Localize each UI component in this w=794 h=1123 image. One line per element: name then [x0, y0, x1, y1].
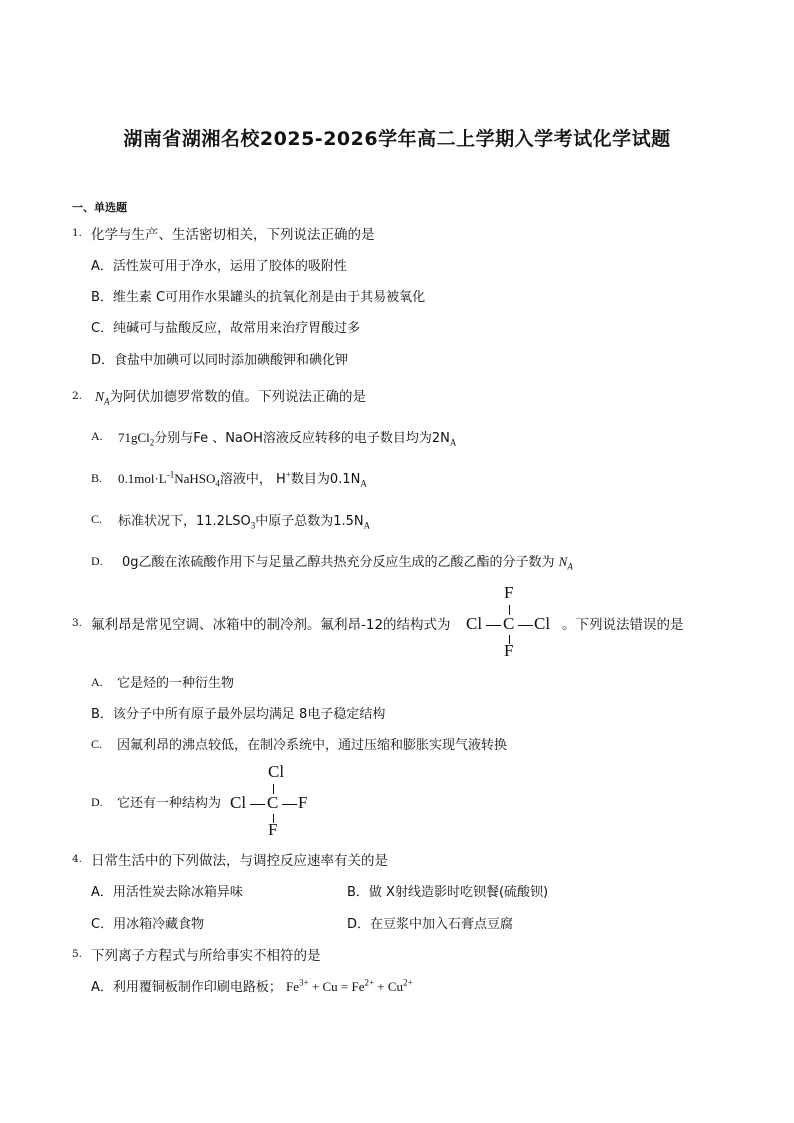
option-d: D．食盐中加碘可以同时添加碘酸钾和碘化钾	[91, 353, 349, 368]
atom-right: F	[298, 793, 308, 812]
bond	[250, 804, 265, 805]
ionic-equation: $Fe^{3+} + Cu = Fe^{2+} + Cu^{2+}$	[286, 977, 413, 994]
option-d-label: D.	[91, 554, 103, 568]
atom-bottom: F	[268, 820, 278, 839]
atom-center: C	[503, 614, 515, 633]
atom-bottom: F	[504, 641, 514, 660]
option-b: B．做 X射线造影时吃钡餐(硫酸钡)	[347, 885, 549, 900]
bond	[282, 804, 297, 805]
option-b: B．维生素 C可用作水果罐头的抗氧化剂是由于其易被氧化	[91, 290, 426, 305]
structural-formula-freon-12	[466, 583, 556, 658]
option-a: A．活性炭可用于净水，运用了胶体的吸附性	[91, 259, 347, 274]
question-number: 5.	[72, 948, 83, 960]
atom-left: Cl	[230, 793, 247, 812]
option-d: D．在豆浆中加入石膏点豆腐	[347, 917, 514, 932]
option-c: C．纯碱可与盐酸反应，故常用来治疗胃酸过多	[91, 321, 361, 336]
option-a: 它是烃的一种衍生物	[117, 676, 235, 691]
na-symbol: $N_A$	[95, 389, 110, 407]
page-title: 湖南省湖湘名校2025-2026学年高二上学期入学考试化学试题	[123, 128, 671, 150]
atom-center: C	[267, 793, 279, 812]
atom-top: F	[504, 583, 514, 602]
option-b-label: B.	[91, 471, 103, 485]
option-c-label: C.	[91, 512, 103, 526]
question-stem-end: 。下列说法错误的是	[562, 617, 684, 633]
option-d-label: D.	[91, 795, 103, 809]
question-number: 4.	[72, 853, 83, 865]
question-number: 2.	[72, 390, 83, 402]
bond	[518, 625, 533, 626]
option-a-label: A.	[91, 429, 103, 443]
question-number: 1.	[72, 227, 83, 239]
option-c: 标准状况下，$11.2LSO_3$中原子总数为$1.5N_A$	[118, 514, 371, 531]
option-d: 它还有一种结构为	[117, 796, 222, 811]
section-heading: 一、单选题	[72, 201, 127, 214]
na-symbol: $N_A$	[558, 554, 573, 572]
option-a-label: A.	[91, 675, 103, 689]
option-a: A．利用覆铜板制作印刷电路板； $Fe^{3+} + Cu = Fe^{2+} + Cu^{2+}$	[91, 977, 413, 995]
option-a: 71gCl$_2$分别与Fe 、NaOH溶液反应转移的电子数目均为$2N_A$	[118, 430, 457, 448]
question-stem: 下列离子方程式与所给事实不相符的是	[91, 948, 321, 964]
question-stem: 日常生活中的下列做法，与调控反应速率有关的是	[91, 853, 388, 869]
structural-formula-option-d	[230, 762, 320, 837]
option-b: $0.1mol\cdot L^{-1}NaHSO_4$溶液中， H+数目为$0.1N_A$	[118, 469, 367, 489]
option-c: C．用冰箱冷藏食物	[91, 917, 205, 932]
bond	[486, 625, 501, 626]
atom-right: Cl	[534, 614, 551, 633]
question-number: 3.	[72, 617, 83, 629]
option-c: 因氟利昂的沸点较低，在制冷系统中，通过压缩和膨胀实现气液转换	[117, 738, 508, 753]
question-stem: $N_A$为阿伏加德罗常数的值。下列说法正确的是	[95, 389, 367, 407]
question-stem: 氟利昂是常见空调、冰箱中的制冷剂。氟利昂-12的结构式为	[91, 617, 451, 633]
option-b: B．该分子中所有原子最外层均满足 8电子稳定结构	[91, 707, 386, 722]
option-d: 0g乙酸在浓硫酸作用下与足量乙醇共热充分反应生成的乙酸乙酯的分子数为 $N_A$	[122, 554, 573, 572]
question-stem: 化学与生产、生活密切相关，下列说法正确的是	[91, 227, 375, 243]
option-a: A．用活性炭去除冰箱异味	[91, 885, 243, 900]
option-c-label: C.	[91, 737, 103, 751]
atom-top: Cl	[268, 762, 285, 781]
atom-left: Cl	[466, 614, 483, 633]
